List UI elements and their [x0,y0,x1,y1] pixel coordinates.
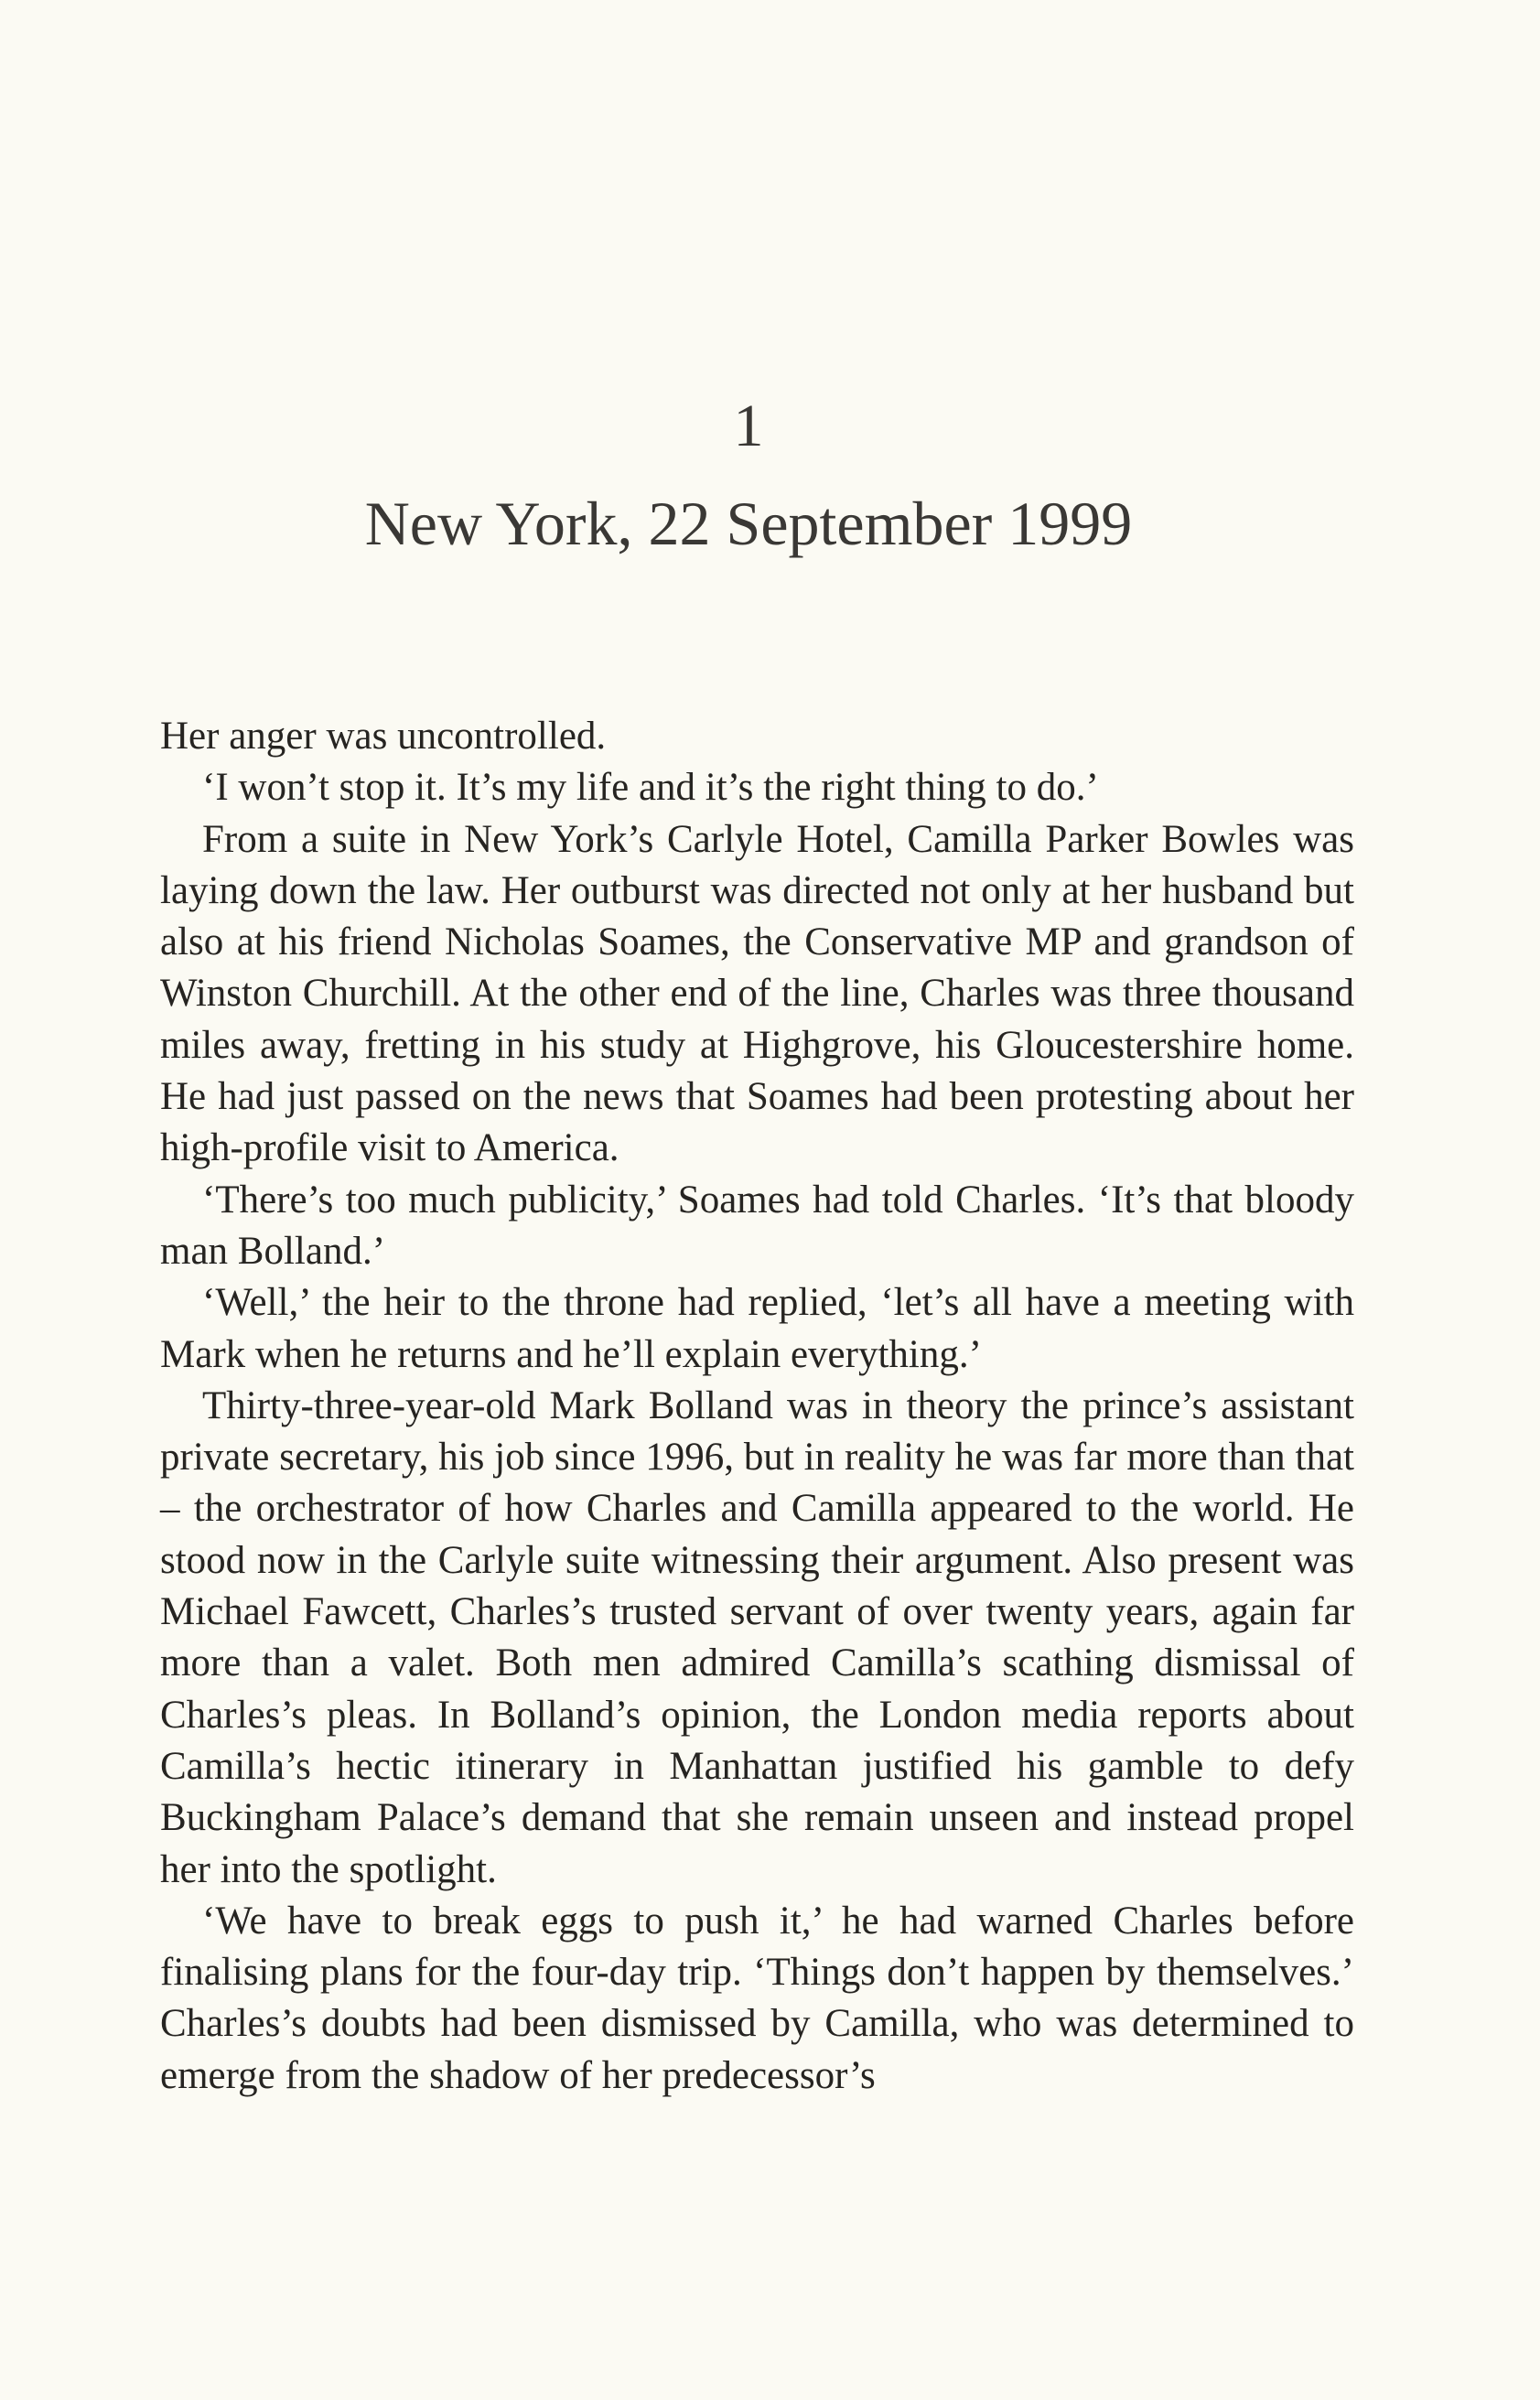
chapter-title: New York, 22 September 1999 [364,489,1133,558]
chapter-body [160,711,1354,2102]
paragraph: Her anger was uncontrolled. [160,715,607,758]
paragraph: From a suite in New York’s Carlyle Hotel, Camilla Parker Bowles was laying down the law. Her outburst was directed not only at her husband but also at his friend Nicholas Soames, the Conservative MP and grandson of Winston Churchill. At the other end of the line, Charles was three thousand miles away, fretting in his study at Highgrove, his Gloucestershire home. He had just passed on the news that Soames had been protesting about her high-profile visit to America. [160,817,1354,1170]
paragraph: ‘There’s too much publicity,’ Soames had told Charles. ‘It’s that bloody man Bolland.’ [160,1178,1354,1273]
paragraph: ‘We have to break eggs to push it,’ he had warned Charles before finalising plans for the four-day trip. ‘Things don’t happen by themselves.’ Charles’s doubts had been dismissed by Camilla, who was determined to emerge from the shadow of her predecessor’s [160,1899,1354,2097]
paragraph: Thirty-three-year-old Mark Bolland was in theory the prince’s assistant private secretary, his job since 1996, but in reality he was far more than that – the orchestrator of how Charles and Camilla appeared to the world. He stood now in the Carlyle suite witnessing their argument. Also present was Michael Fawcett, Charles’s trusted servant of over twenty years, again far more than a valet. Both men admired Camilla’s scathing dismissal of Charles’s pleas. In Bolland’s opinion, the London media reports about Camilla’s hectic itinerary in Manhattan justified his gamble to defy Buckingham Palace’s demand that she remain unseen and instead propel her into the spotlight. [160,1383,1354,1891]
chapter-number: 1 [733,393,764,459]
paragraph: ‘Well,’ the heir to the throne had replied, ‘let’s all have a meeting with Mark when he returns and he’ll explain everything.’ [160,1281,1354,1376]
paragraph: ‘I won’t stop it. It’s my life and it’s the right thing to do.’ [202,766,1099,810]
